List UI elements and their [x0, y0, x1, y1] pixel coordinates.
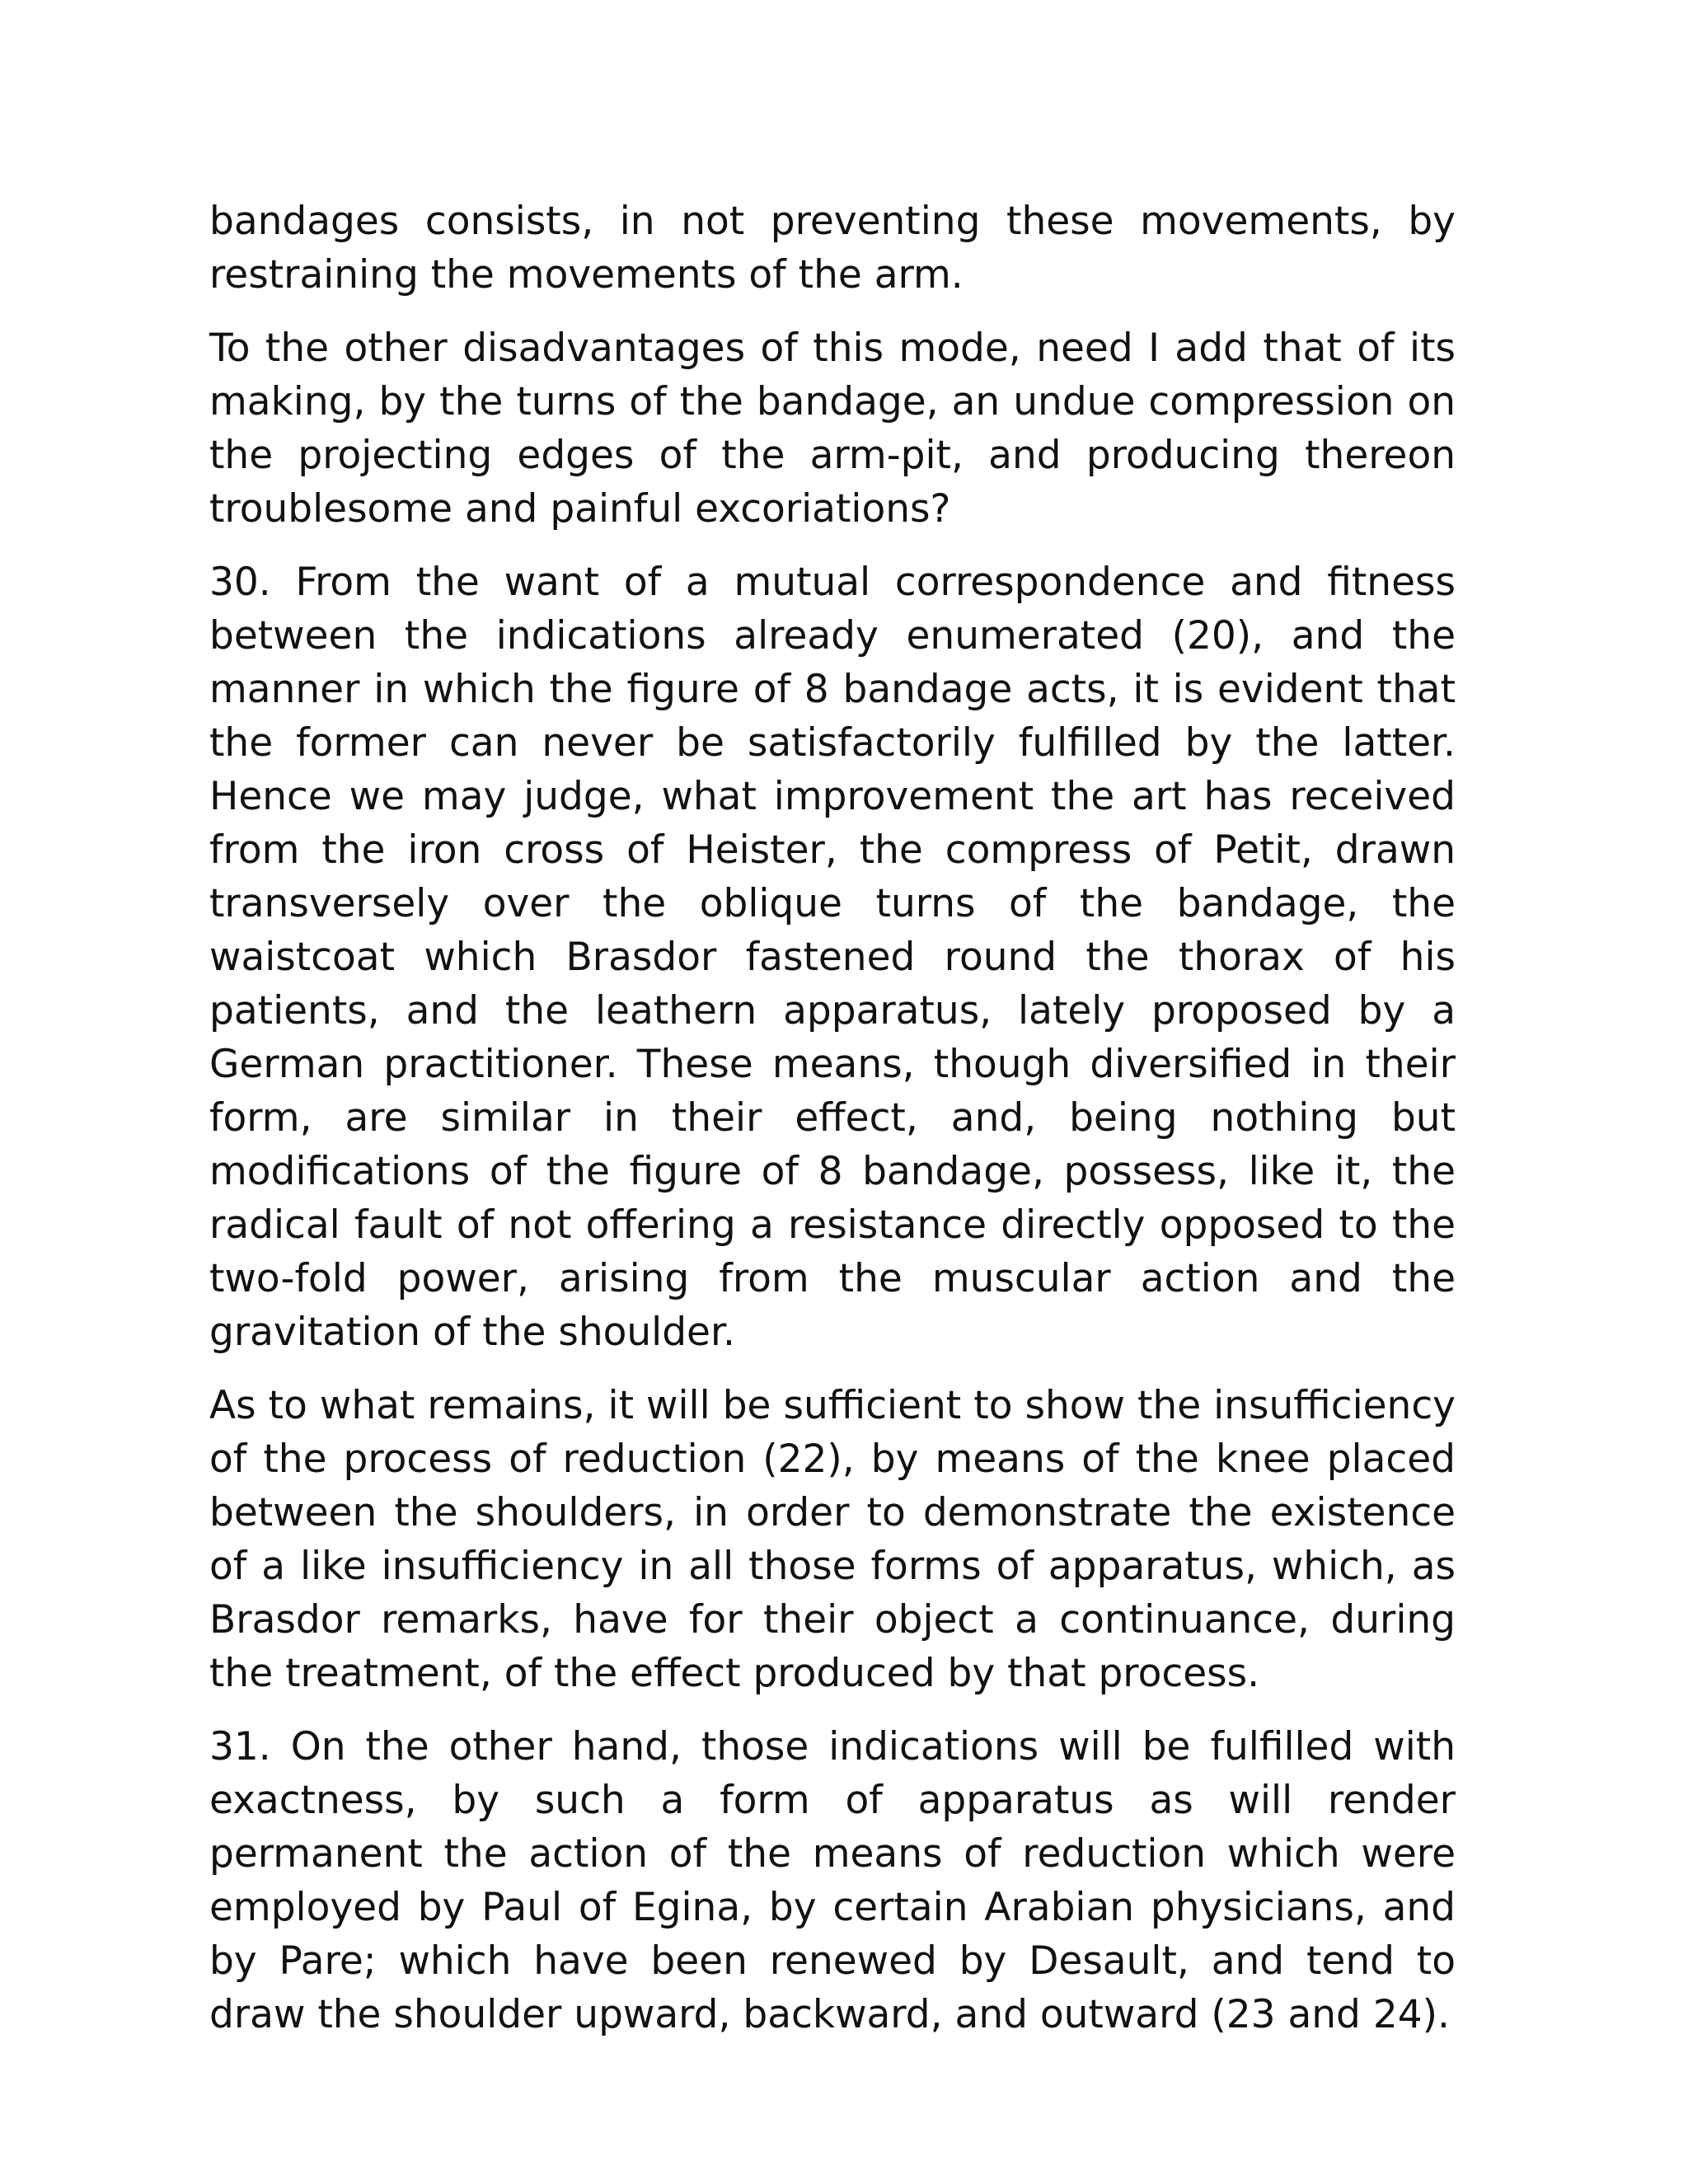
paragraph-bandages-continuation: bandages consists, in not preventing these movements, by restraining the movements of the arm. [209, 199, 1456, 298]
paragraph-as-to-what-remains: As to what remains, it will be sufficient to show the insufficiency of the process of reduction (22), by means of the knee placed between the shoulders, in order to demonstrate the existence of a like insufficiency in all those forms of apparatus, which, as Brasdor remarks, have for their object a continuance, during the treatment, of the effect produced by that process. [209, 1383, 1456, 1696]
body-text [209, 194, 1456, 2061]
paragraph-31: 31. On the other hand, those indications will be fulfilled with exactness, by such a form of apparatus as will render permanent the action of the means of reduction which were employed by Paul of Egina, by certain Arabian physicians, and by Pare; which have been renewed by Desault, and tend to draw the shoulder upward, backward, and outward (23 and 24). [209, 1724, 1456, 2037]
paragraph-30: 30. From the want of a mutual correspondence and fitness between the indications already enumerated (20), and the manner in which the figure of 8 bandage acts, it is evident that the former can never be satisfactorily fulfilled by the latter. Hence we may judge, what improvement the art has received from the iron cross of Heister, the compress of Petit, drawn transversely over the oblique turns of the bandage, the waistcoat which Brasdor fastened round the thorax of his patients, and the leathern apparatus, lately proposed by a German practitioner. These means, though diversified in their form, are similar in their effect, and, being nothing but modifications of the figure of 8 bandage, possess, like it, the radical fault of not offering a resistance directly opposed to the two-fold power, arising from the muscular action and the gravitation of the shoulder. [209, 560, 1456, 1355]
paragraph-other-disadvantages: To the other disadvantages of this mode, need I add that of its making, by the turns of the bandage, an undue compression on the projecting edges of the arm-pit, and producing thereon troublesome and painful excoriations? [209, 326, 1456, 532]
